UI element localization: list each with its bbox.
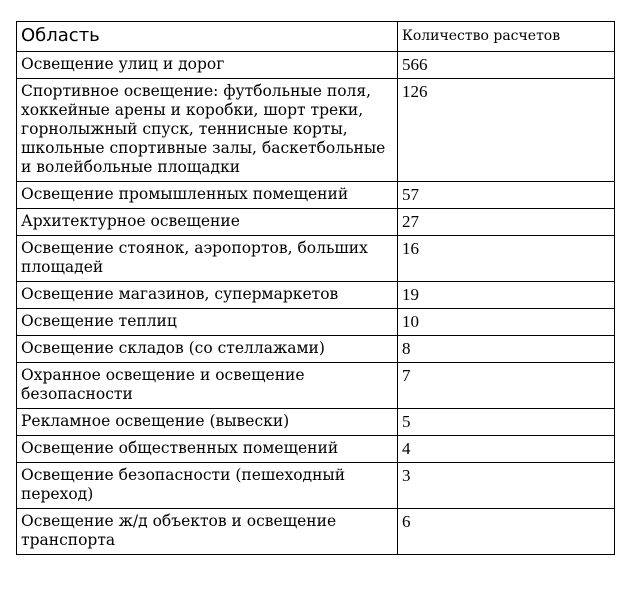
- table-row: [17, 209, 615, 236]
- row-count-cell: 126: [398, 79, 615, 182]
- table-row: [17, 52, 615, 79]
- row-area-cell: Освещение ж/д объектов и освещение транспорта: [17, 509, 398, 555]
- row-area-cell: Освещение складов (со стеллажами): [17, 336, 398, 363]
- row-area-cell: Рекламное освещение (вывески): [17, 409, 398, 436]
- table-header-row: [17, 22, 615, 52]
- table-row: [17, 436, 615, 463]
- table-row: [17, 363, 615, 409]
- row-count-cell: 6: [398, 509, 615, 555]
- row-area-cell: Освещение стоянок, аэропортов, больших площадей: [17, 236, 398, 282]
- row-count-cell: 10: [398, 309, 615, 336]
- table-row: [17, 463, 615, 509]
- row-count-cell: 57: [398, 182, 615, 209]
- row-count-cell: 27: [398, 209, 615, 236]
- table-row: [17, 336, 615, 363]
- row-area-cell: Освещение улиц и дорог: [17, 52, 398, 79]
- table-row: [17, 236, 615, 282]
- row-area-cell: Освещение общественных помещений: [17, 436, 398, 463]
- header-count: Количество расчетов: [398, 22, 615, 52]
- row-count-cell: 7: [398, 363, 615, 409]
- row-area-cell: Архитектурное освещение: [17, 209, 398, 236]
- table-row: [17, 79, 615, 182]
- row-count-cell: 3: [398, 463, 615, 509]
- row-count-cell: 566: [398, 52, 615, 79]
- row-count-cell: 5: [398, 409, 615, 436]
- table-row: [17, 509, 615, 555]
- row-count-cell: 8: [398, 336, 615, 363]
- calculations-table: [16, 21, 615, 555]
- table-row: [17, 309, 615, 336]
- row-count-cell: 19: [398, 282, 615, 309]
- table-row: [17, 282, 615, 309]
- row-area-cell: Освещение теплиц: [17, 309, 398, 336]
- header-area: Область: [17, 22, 398, 52]
- row-area-cell: Спортивное освещение: футбольные поля, хоккейные арены и коробки, шорт треки, горнолыжный спуск, теннисные корты, школьные спортивные залы, баскетбольные и волейбольные площадки: [17, 79, 398, 182]
- row-area-cell: Освещение магазинов, супермаркетов: [17, 282, 398, 309]
- row-area-cell: Охранное освещение и освещение безопасности: [17, 363, 398, 409]
- row-area-cell: Освещение безопасности (пешеходный переход): [17, 463, 398, 509]
- row-count-cell: 16: [398, 236, 615, 282]
- row-area-cell: Освещение промышленных помещений: [17, 182, 398, 209]
- table-row: [17, 182, 615, 209]
- row-count-cell: 4: [398, 436, 615, 463]
- table-row: [17, 409, 615, 436]
